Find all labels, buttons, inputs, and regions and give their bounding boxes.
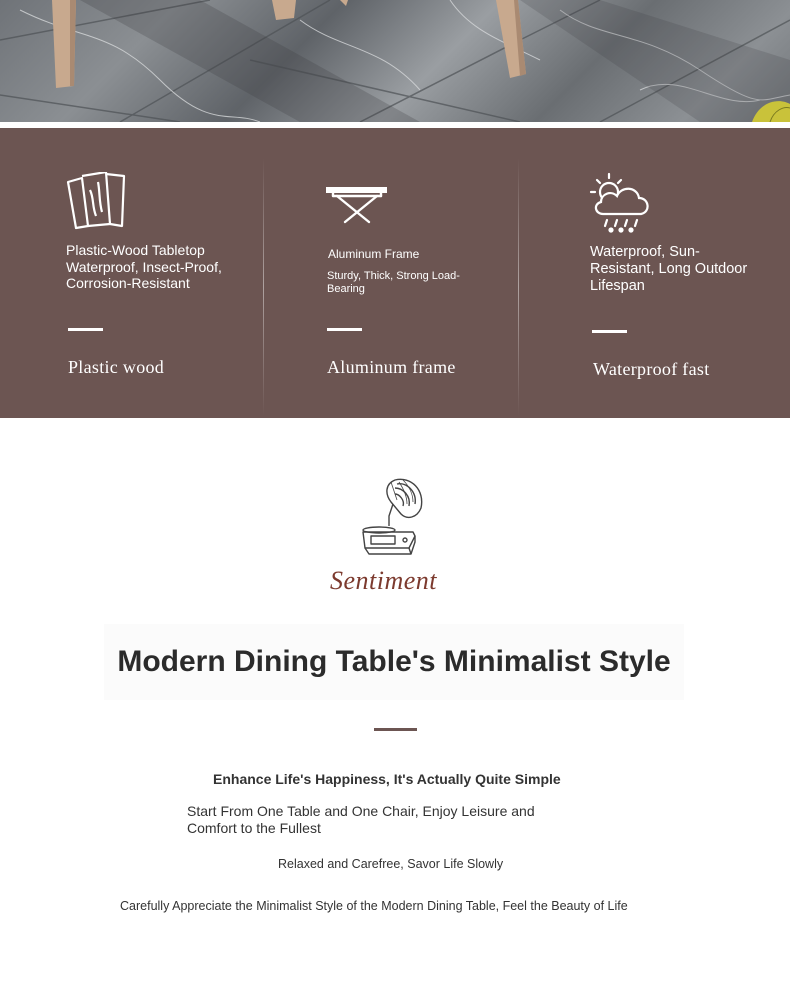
feature-aluminum-frame <box>264 128 518 418</box>
feature-caption: Waterproof fast <box>593 359 710 379</box>
product-photo-marble-floor <box>0 0 790 122</box>
feature-title: Aluminum Frame <box>328 247 420 261</box>
rain-cloud-sun-icon <box>589 170 655 234</box>
feature-title: Waterproof, Sun-Resistant, Long Outdoor Lifespan <box>590 244 748 294</box>
body-line: Carefully Appreciate the Minimalist Style of the Modern Dining Table, Feel the Beauty of Life <box>120 899 628 913</box>
folding-frame-icon <box>325 186 389 224</box>
feature-rule <box>327 328 362 331</box>
headline-divider <box>374 728 417 731</box>
feature-title: Plastic-Wood Tabletop Waterproof, Insect-Proof, Corrosion-Resistant <box>66 242 222 291</box>
features-band <box>0 128 790 418</box>
feature-waterproof <box>519 128 790 418</box>
body-line: Relaxed and Carefree, Savor Life Slowly <box>278 857 504 871</box>
body-line: Enhance Life's Happiness, It's Actually Quite Simple <box>213 771 561 787</box>
sentiment-script-word: Sentiment <box>330 566 438 595</box>
feature-subtitle: Sturdy, Thick, Strong Load-Bearing <box>327 270 460 295</box>
body-line: Start From One Table and One Chair, Enjoy Leisure and Comfort to the Fullest <box>187 803 535 836</box>
feature-rule <box>592 330 627 333</box>
feature-caption: Aluminum frame <box>327 357 456 377</box>
plastic-wood-boards-icon <box>66 172 126 230</box>
page-headline: Modern Dining Table's Minimalist Style <box>117 645 671 678</box>
feature-caption: Plastic wood <box>68 357 165 377</box>
feature-plastic-wood <box>0 128 263 418</box>
gramophone-icon <box>355 474 427 560</box>
feature-rule <box>68 328 103 331</box>
headline-box <box>104 624 684 700</box>
marble-floor-image <box>0 0 790 122</box>
